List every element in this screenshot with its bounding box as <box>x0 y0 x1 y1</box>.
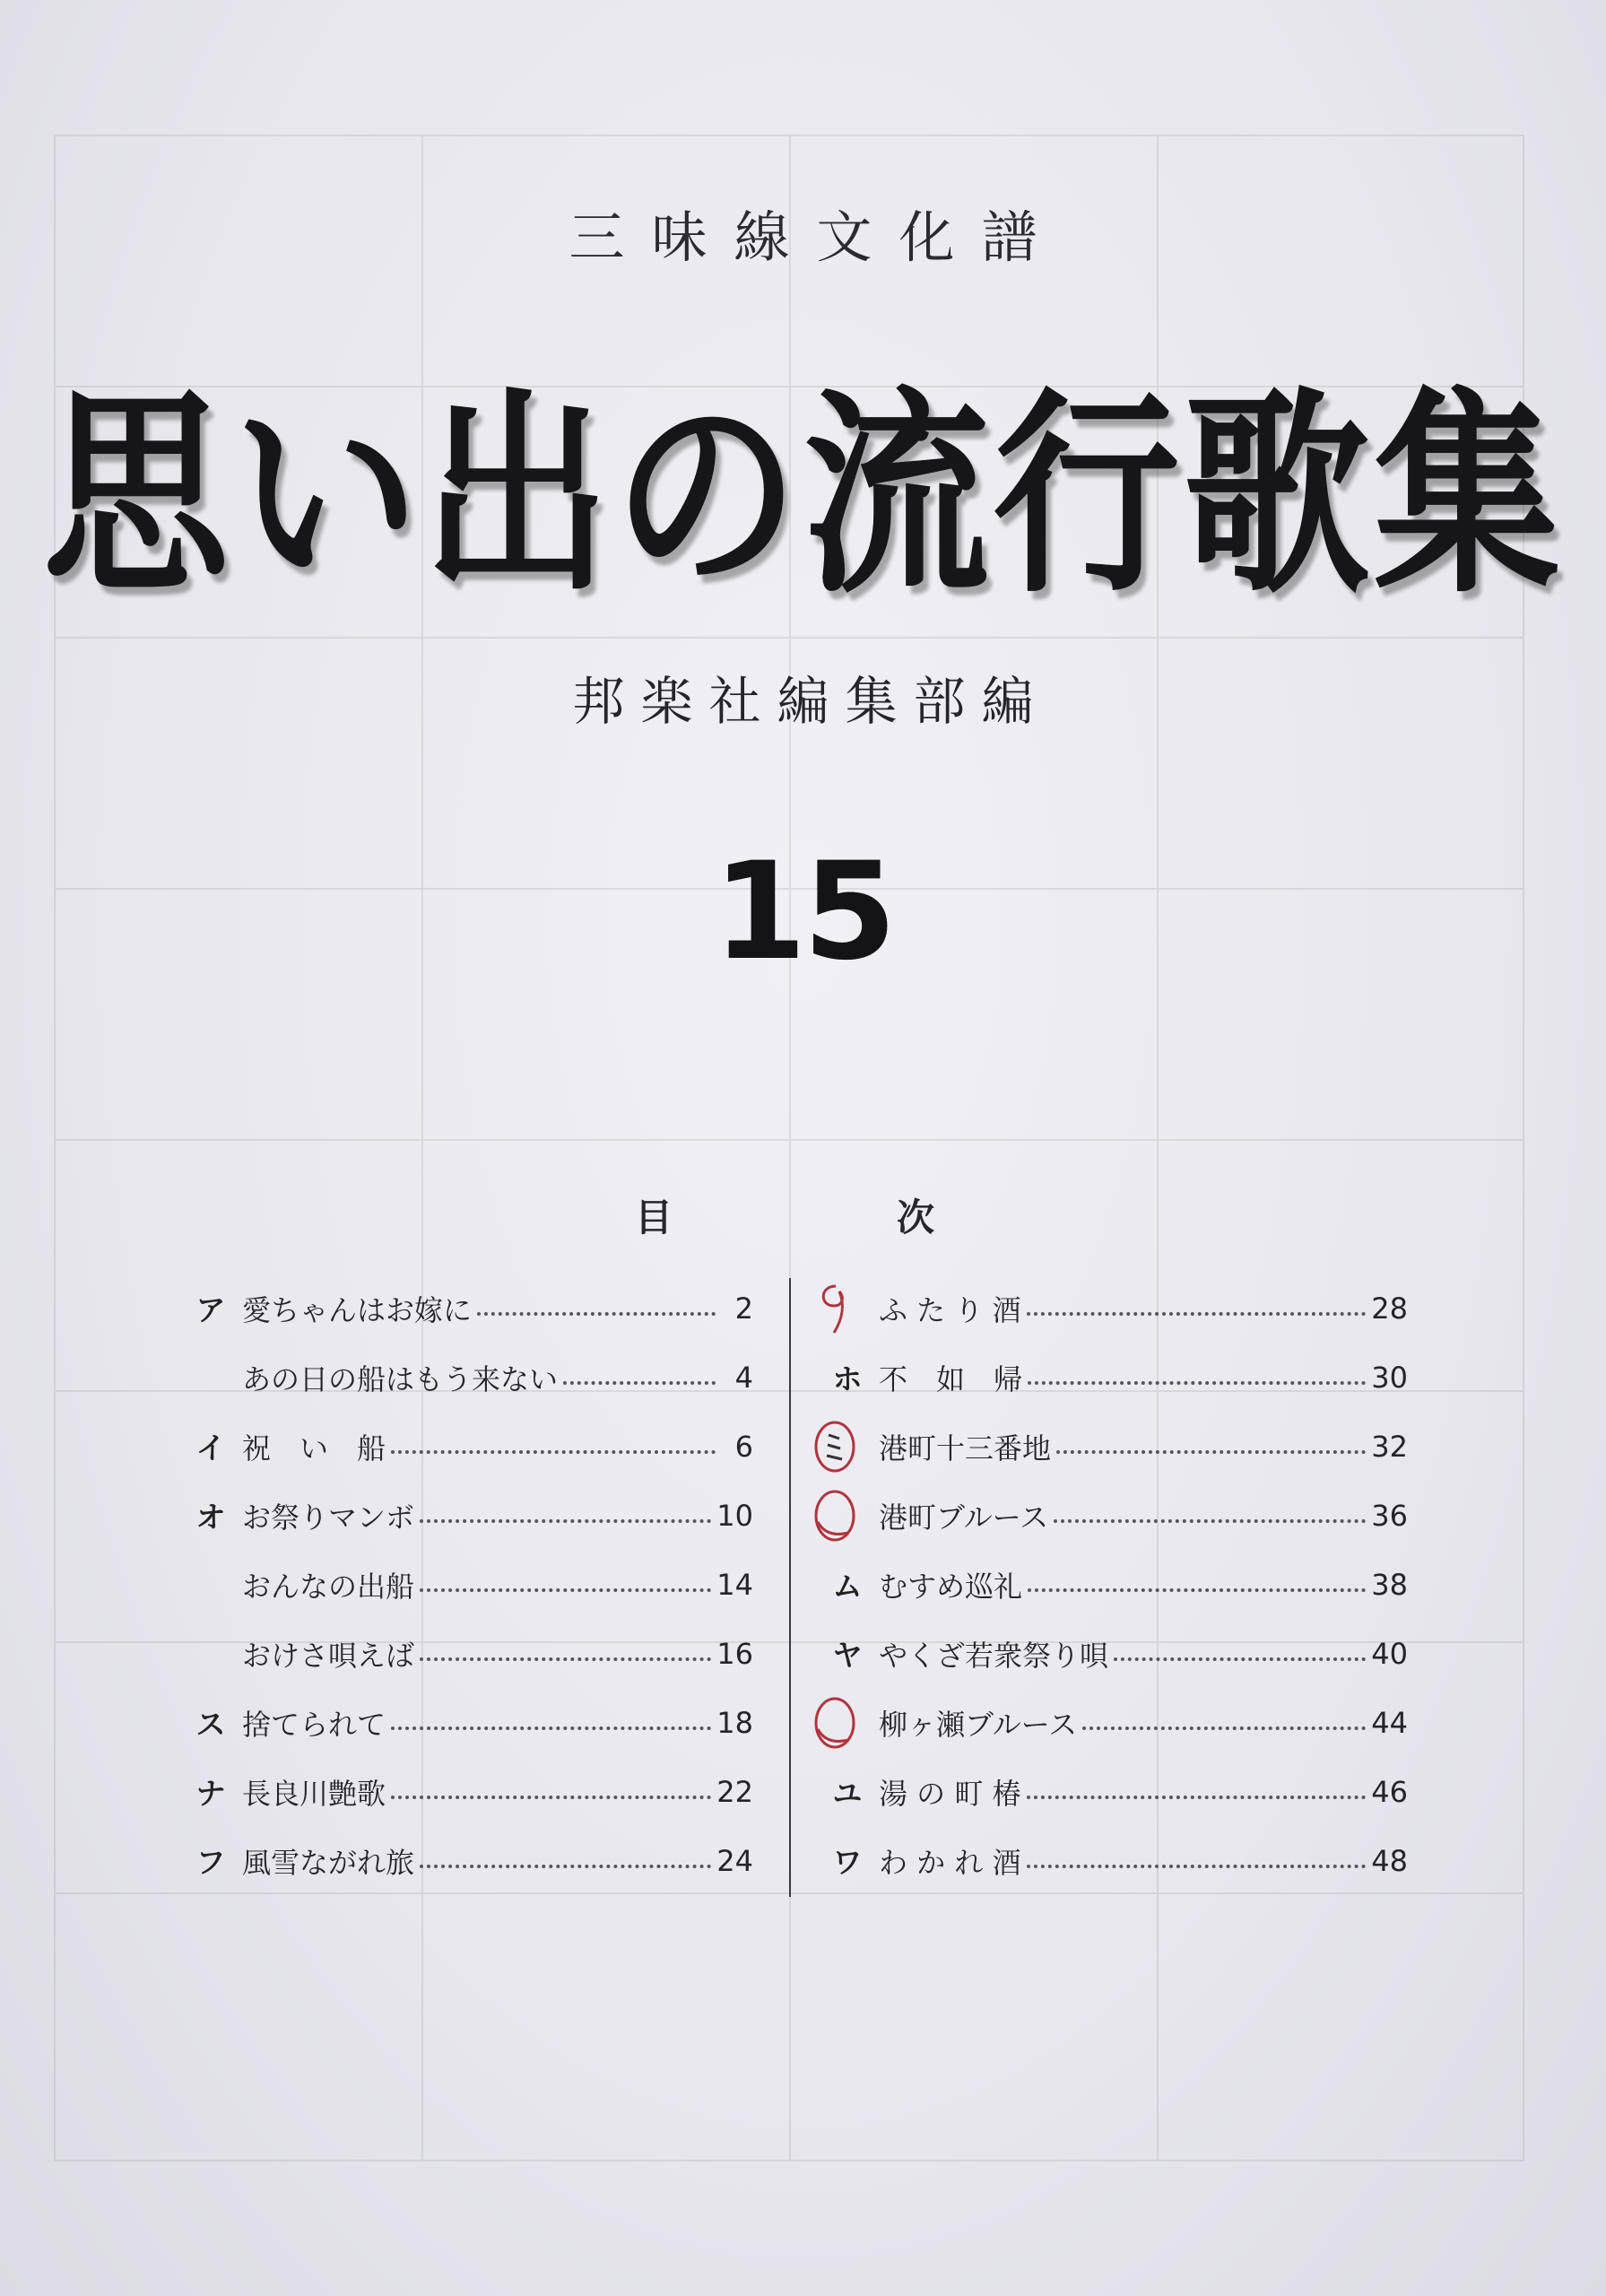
toc-entry <box>816 1343 1408 1412</box>
toc-page-number: 16 <box>716 1636 753 1671</box>
toc-page-number: 38 <box>1371 1567 1408 1602</box>
book-title: 思い出の流行歌集 <box>42 369 1564 623</box>
toc-song-title: 港町十三番地 <box>879 1431 1052 1465</box>
leader-dots <box>1082 1726 1366 1730</box>
editor-credit: 邦楽社編集部編 <box>572 671 1050 732</box>
toc-song-title: 長良川艶歌 <box>242 1776 386 1811</box>
toc-song-title: 湯 の 町 椿 <box>879 1776 1021 1811</box>
toc-song-title: あの日の船はもう来ない <box>242 1361 559 1396</box>
toc-index-kana: ア <box>195 1292 226 1327</box>
toc-index-kana: フ <box>195 1845 226 1880</box>
toc-song-title: 港町ブルース <box>879 1500 1049 1535</box>
toc-index-kana: ナ <box>195 1776 226 1811</box>
toc-page-number: 32 <box>1371 1429 1408 1464</box>
toc-song-title: 不 如 帰 <box>879 1361 1023 1396</box>
toc-page-number: 40 <box>1371 1636 1408 1671</box>
toc-index-kana: ユ <box>832 1776 863 1811</box>
leader-dots <box>1027 1796 1367 1799</box>
toc-entry <box>179 1757 753 1826</box>
toc-song-title: やくざ若衆祭り唄 <box>879 1638 1109 1673</box>
toc-index-kana: ホ <box>832 1361 863 1396</box>
leader-dots <box>1027 1312 1367 1316</box>
toc-page-number: 44 <box>1371 1705 1408 1740</box>
toc-heading-right: 次 <box>897 1196 935 1239</box>
leader-dots <box>391 1796 711 1799</box>
toc-page-number: 46 <box>1371 1774 1408 1809</box>
leader-dots <box>391 1726 711 1730</box>
toc-song-title: ふ た り 酒 <box>879 1292 1021 1327</box>
leader-dots <box>477 1312 716 1316</box>
toc-song-title: おんなの出船 <box>242 1569 415 1604</box>
toc-song-title: 風雪ながれ旅 <box>242 1845 415 1880</box>
toc-entry <box>816 1826 1408 1895</box>
leader-dots <box>563 1381 716 1385</box>
toc-page-number: 22 <box>716 1774 753 1809</box>
toc-song-title: 捨てられて <box>242 1707 386 1742</box>
toc-entry <box>816 1619 1408 1688</box>
handwritten-pen-mark <box>809 1693 861 1752</box>
leader-dots <box>1028 1381 1366 1385</box>
toc-entry <box>179 1412 753 1481</box>
series-title: 三味線文化譜 <box>569 204 1064 270</box>
toc-index-kana: オ <box>195 1500 226 1535</box>
toc-entry <box>179 1343 753 1412</box>
toc-page-number: 2 <box>734 1291 753 1326</box>
toc-page-number: 24 <box>716 1843 753 1878</box>
toc-entry <box>816 1550 1408 1619</box>
toc-page-number: 18 <box>716 1705 753 1740</box>
leader-dots <box>420 1588 711 1592</box>
volume-number: 15 <box>713 834 893 990</box>
toc-entry <box>179 1481 753 1550</box>
toc-song-title: 愛ちゃんはお嫁に <box>242 1292 473 1327</box>
toc-page-number: 4 <box>734 1360 753 1395</box>
toc-index-kana: ワ <box>832 1845 863 1880</box>
toc-index-kana: ム <box>832 1569 863 1604</box>
toc-page-number: 28 <box>1371 1291 1408 1326</box>
toc-song-title: むすめ巡礼 <box>879 1569 1023 1604</box>
toc-page-number: 36 <box>1371 1498 1408 1533</box>
toc-index-kana: ス <box>195 1707 226 1742</box>
leader-dots <box>1027 1865 1367 1868</box>
toc-page-number: 48 <box>1371 1843 1408 1878</box>
toc-song-title: おけさ唄えば <box>242 1638 415 1673</box>
toc-entry <box>816 1481 1408 1550</box>
toc-entry <box>179 1274 753 1343</box>
toc-index-kana: イ <box>195 1431 226 1465</box>
column-divider <box>789 1278 791 1897</box>
toc-entry <box>179 1688 753 1757</box>
toc-page-number: 14 <box>716 1567 753 1602</box>
leader-dots <box>391 1450 716 1454</box>
handwritten-pen-mark <box>809 1417 861 1476</box>
handwritten-pen-mark <box>809 1279 861 1338</box>
leader-dots <box>1056 1450 1366 1454</box>
leader-dots <box>420 1865 711 1868</box>
leader-dots <box>1054 1519 1366 1523</box>
toc-song-title: 柳ヶ瀬ブルース <box>879 1707 1078 1742</box>
toc-entry <box>816 1757 1408 1826</box>
leader-dots <box>1114 1657 1366 1661</box>
toc-entry <box>179 1619 753 1688</box>
leader-dots <box>420 1657 711 1661</box>
toc-song-title: 祝 い 船 <box>242 1431 386 1465</box>
toc-page-number: 10 <box>716 1498 753 1533</box>
toc-page-number: 6 <box>734 1429 753 1464</box>
toc-heading-left: 目 <box>635 1196 673 1239</box>
toc-entry <box>816 1688 1408 1757</box>
handwritten-pen-mark <box>809 1486 861 1545</box>
toc-left-column <box>179 1274 753 1895</box>
toc-entry <box>179 1826 753 1895</box>
leader-dots <box>1028 1588 1366 1592</box>
toc-entry <box>816 1412 1408 1481</box>
toc-entry <box>816 1274 1408 1343</box>
toc-index-kana: ヤ <box>832 1638 863 1673</box>
leader-dots <box>420 1519 711 1523</box>
toc-song-title: わ か れ 酒 <box>879 1845 1021 1880</box>
toc-page-number: 30 <box>1371 1360 1408 1395</box>
toc-right-column <box>816 1274 1408 1895</box>
toc-song-title: お祭りマンボ <box>242 1500 415 1535</box>
toc-entry <box>179 1550 753 1619</box>
